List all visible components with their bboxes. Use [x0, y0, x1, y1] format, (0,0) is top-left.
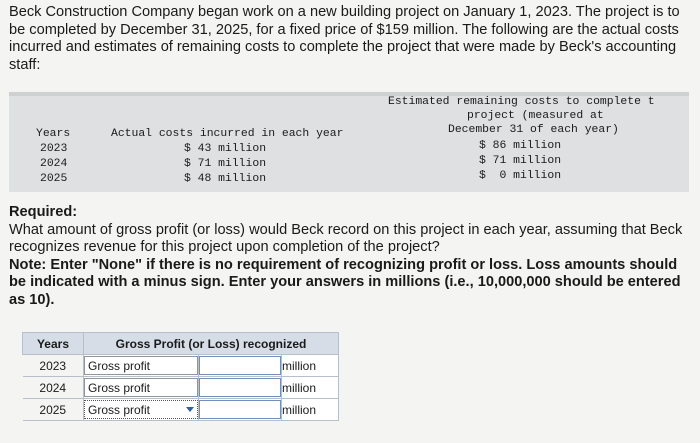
- costs-col-years: Years: [36, 128, 71, 140]
- costs-actual: $ 71 million: [184, 158, 267, 170]
- gp-label-select[interactable]: [84, 356, 198, 375]
- gp-label-select[interactable]: [84, 400, 198, 419]
- costs-actual: $ 48 million: [184, 173, 267, 185]
- gp-label-select[interactable]: [84, 378, 198, 397]
- costs-col-estimated-2: project (measured at: [467, 110, 604, 122]
- table-row: [23, 355, 339, 377]
- costs-col-estimated-3: December 31 of each year): [448, 124, 619, 136]
- gp-amount-input[interactable]: [199, 356, 281, 375]
- gp-label-value: Gross profit: [88, 359, 151, 373]
- costs-estimated: $ 86 million: [479, 140, 562, 152]
- costs-estimated: $ 0 million: [479, 170, 562, 182]
- costs-year: 2024: [40, 158, 68, 170]
- chevron-down-icon[interactable]: [186, 407, 194, 412]
- costs-actual: $ 43 million: [184, 143, 267, 155]
- table-row: [23, 399, 339, 421]
- problem-intro: Beck Construction Company began work on a new building project on January 1, 2023. The project is to be completed by December 31, 2025, for a fixed price of $159 million. The following are the actual costs incurred and estimates of remaining costs to complete the project that were made by Beck's accounting staff:: [9, 4, 680, 73]
- gp-col-years: Years: [23, 333, 84, 355]
- gp-amount-input[interactable]: [199, 378, 281, 397]
- gp-unit: million: [282, 399, 339, 421]
- gp-year: 2023: [23, 355, 84, 377]
- gp-amount-input[interactable]: [199, 400, 281, 419]
- required-question: What amount of gross profit (or loss) would Beck record on this project in each year, assuming that Beck recognizes revenue for this project upon completion of the project?: [9, 221, 683, 255]
- table-row: [23, 377, 339, 399]
- costs-col-estimated-1: Estimated remaining costs to complete t: [388, 96, 655, 108]
- gp-unit: million: [282, 355, 339, 377]
- gp-label-value: Gross profit: [88, 403, 151, 417]
- costs-year: 2025: [40, 173, 68, 185]
- gp-year: 2024: [23, 377, 84, 399]
- costs-estimated: $ 71 million: [479, 155, 562, 167]
- gp-col-header: Gross Profit (or Loss) recognized: [84, 333, 339, 355]
- required-title: Required:: [9, 204, 78, 220]
- gp-label-value: Gross profit: [88, 381, 151, 395]
- gross-profit-table: [22, 332, 339, 421]
- costs-year: 2023: [40, 143, 68, 155]
- required-note: Note: Enter "None" if there is no requirement of recognizing profit or loss. Loss amounts should be indicated with a minus sign. Enter your answers in millions (i.e., 10,000,000 should be entered as 10).: [9, 256, 681, 308]
- gp-unit: million: [282, 377, 339, 399]
- costs-col-actual: Actual costs incurred in each year: [111, 128, 344, 140]
- required-section: [9, 204, 694, 309]
- gp-year: 2025: [23, 399, 84, 421]
